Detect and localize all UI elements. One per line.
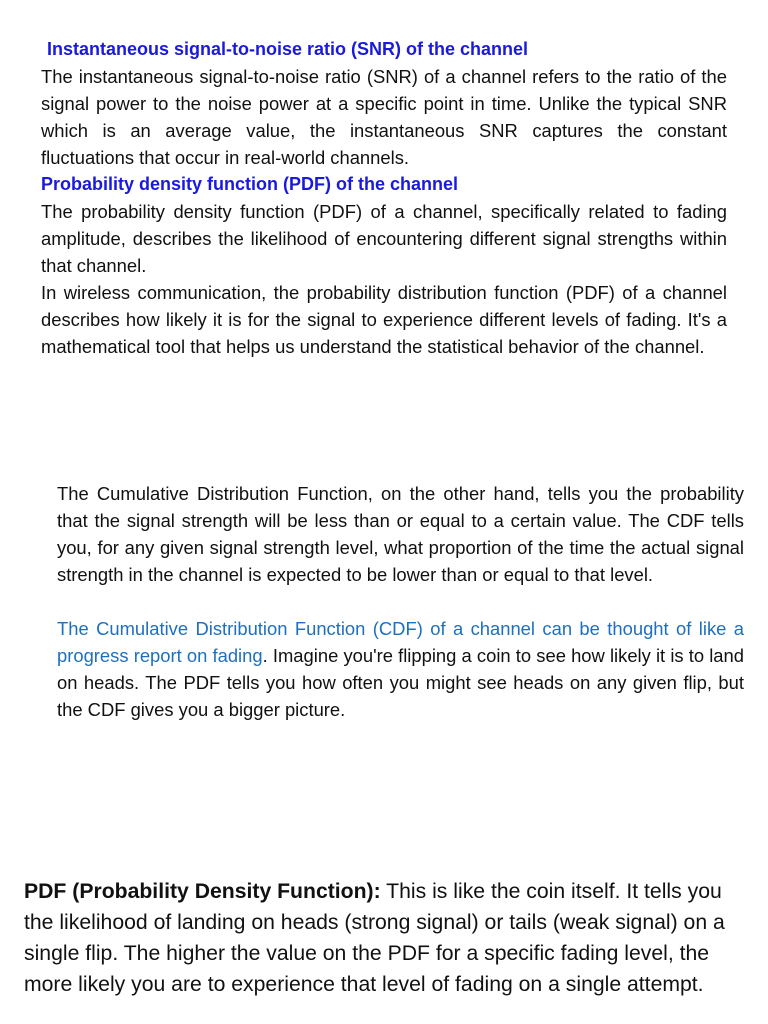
snr-paragraph: The instantaneous signal-to-noise ratio (SNR) of a channel refers to the ratio of the signal power to the noise power at a specific point in time. Unlike the typical SNR which is an average value, the instantaneous SNR captures the constant fluctuations that occur in real-world channels. [41, 66, 727, 168]
pdf-analogy-paragraph [24, 876, 744, 1000]
cdf-highlight-text: The Cumulative Distribution Function (CDF) of a channel can be thought of like a progress report on fading [57, 618, 744, 666]
cdf-paragraph-2 [57, 615, 744, 723]
snr-heading: Instantaneous signal-to-noise ratio (SNR) of the channel [47, 39, 529, 59]
pdf-paragraph-2: In wireless communication, the probability distribution function (PDF) of a channel describes how likely it is for the signal to experience different levels of fading. It's a mathematical tool that helps us understand the statistical behavior of the channel. [41, 282, 727, 357]
pdf-analogy-lead: PDF (Probability Density Function): [24, 880, 381, 903]
pdf-heading: Probability density function (PDF) of the channel [41, 174, 459, 194]
cdf-paragraph-1: The Cumulative Distribution Function, on the other hand, tells you the probability that the signal strength will be less than or equal to a certain value. The CDF tells you, for any given signal strength level, what proportion of the time the actual signal strength in the channel is expected to be lower than or equal to that level. [57, 483, 744, 585]
pdf-analogy-section [24, 876, 744, 1000]
pdf-analogy-text: This is like the coin itself. It tells you the likelihood of landing on heads (strong signal) or tails (weak signal) on a single flip. The higher the value on the PDF for a specific fading level, the more likely you are to experience that level of fading on a single attempt. [24, 880, 725, 996]
cdf-section [57, 480, 744, 723]
snr-pdf-section [41, 36, 727, 360]
pdf-paragraph-1: The probability density function (PDF) of a channel, specifically related to fading amplitude, describes the likelihood of encountering different signal strengths within that channel. [41, 201, 727, 276]
paragraph-spacer [57, 588, 744, 615]
cdf-paragraph-2-rest: . Imagine you're flipping a coin to see how likely it is to land on heads. The PDF tells you how often you might see heads on any given flip, but the CDF gives you a bigger picture. [57, 645, 744, 720]
